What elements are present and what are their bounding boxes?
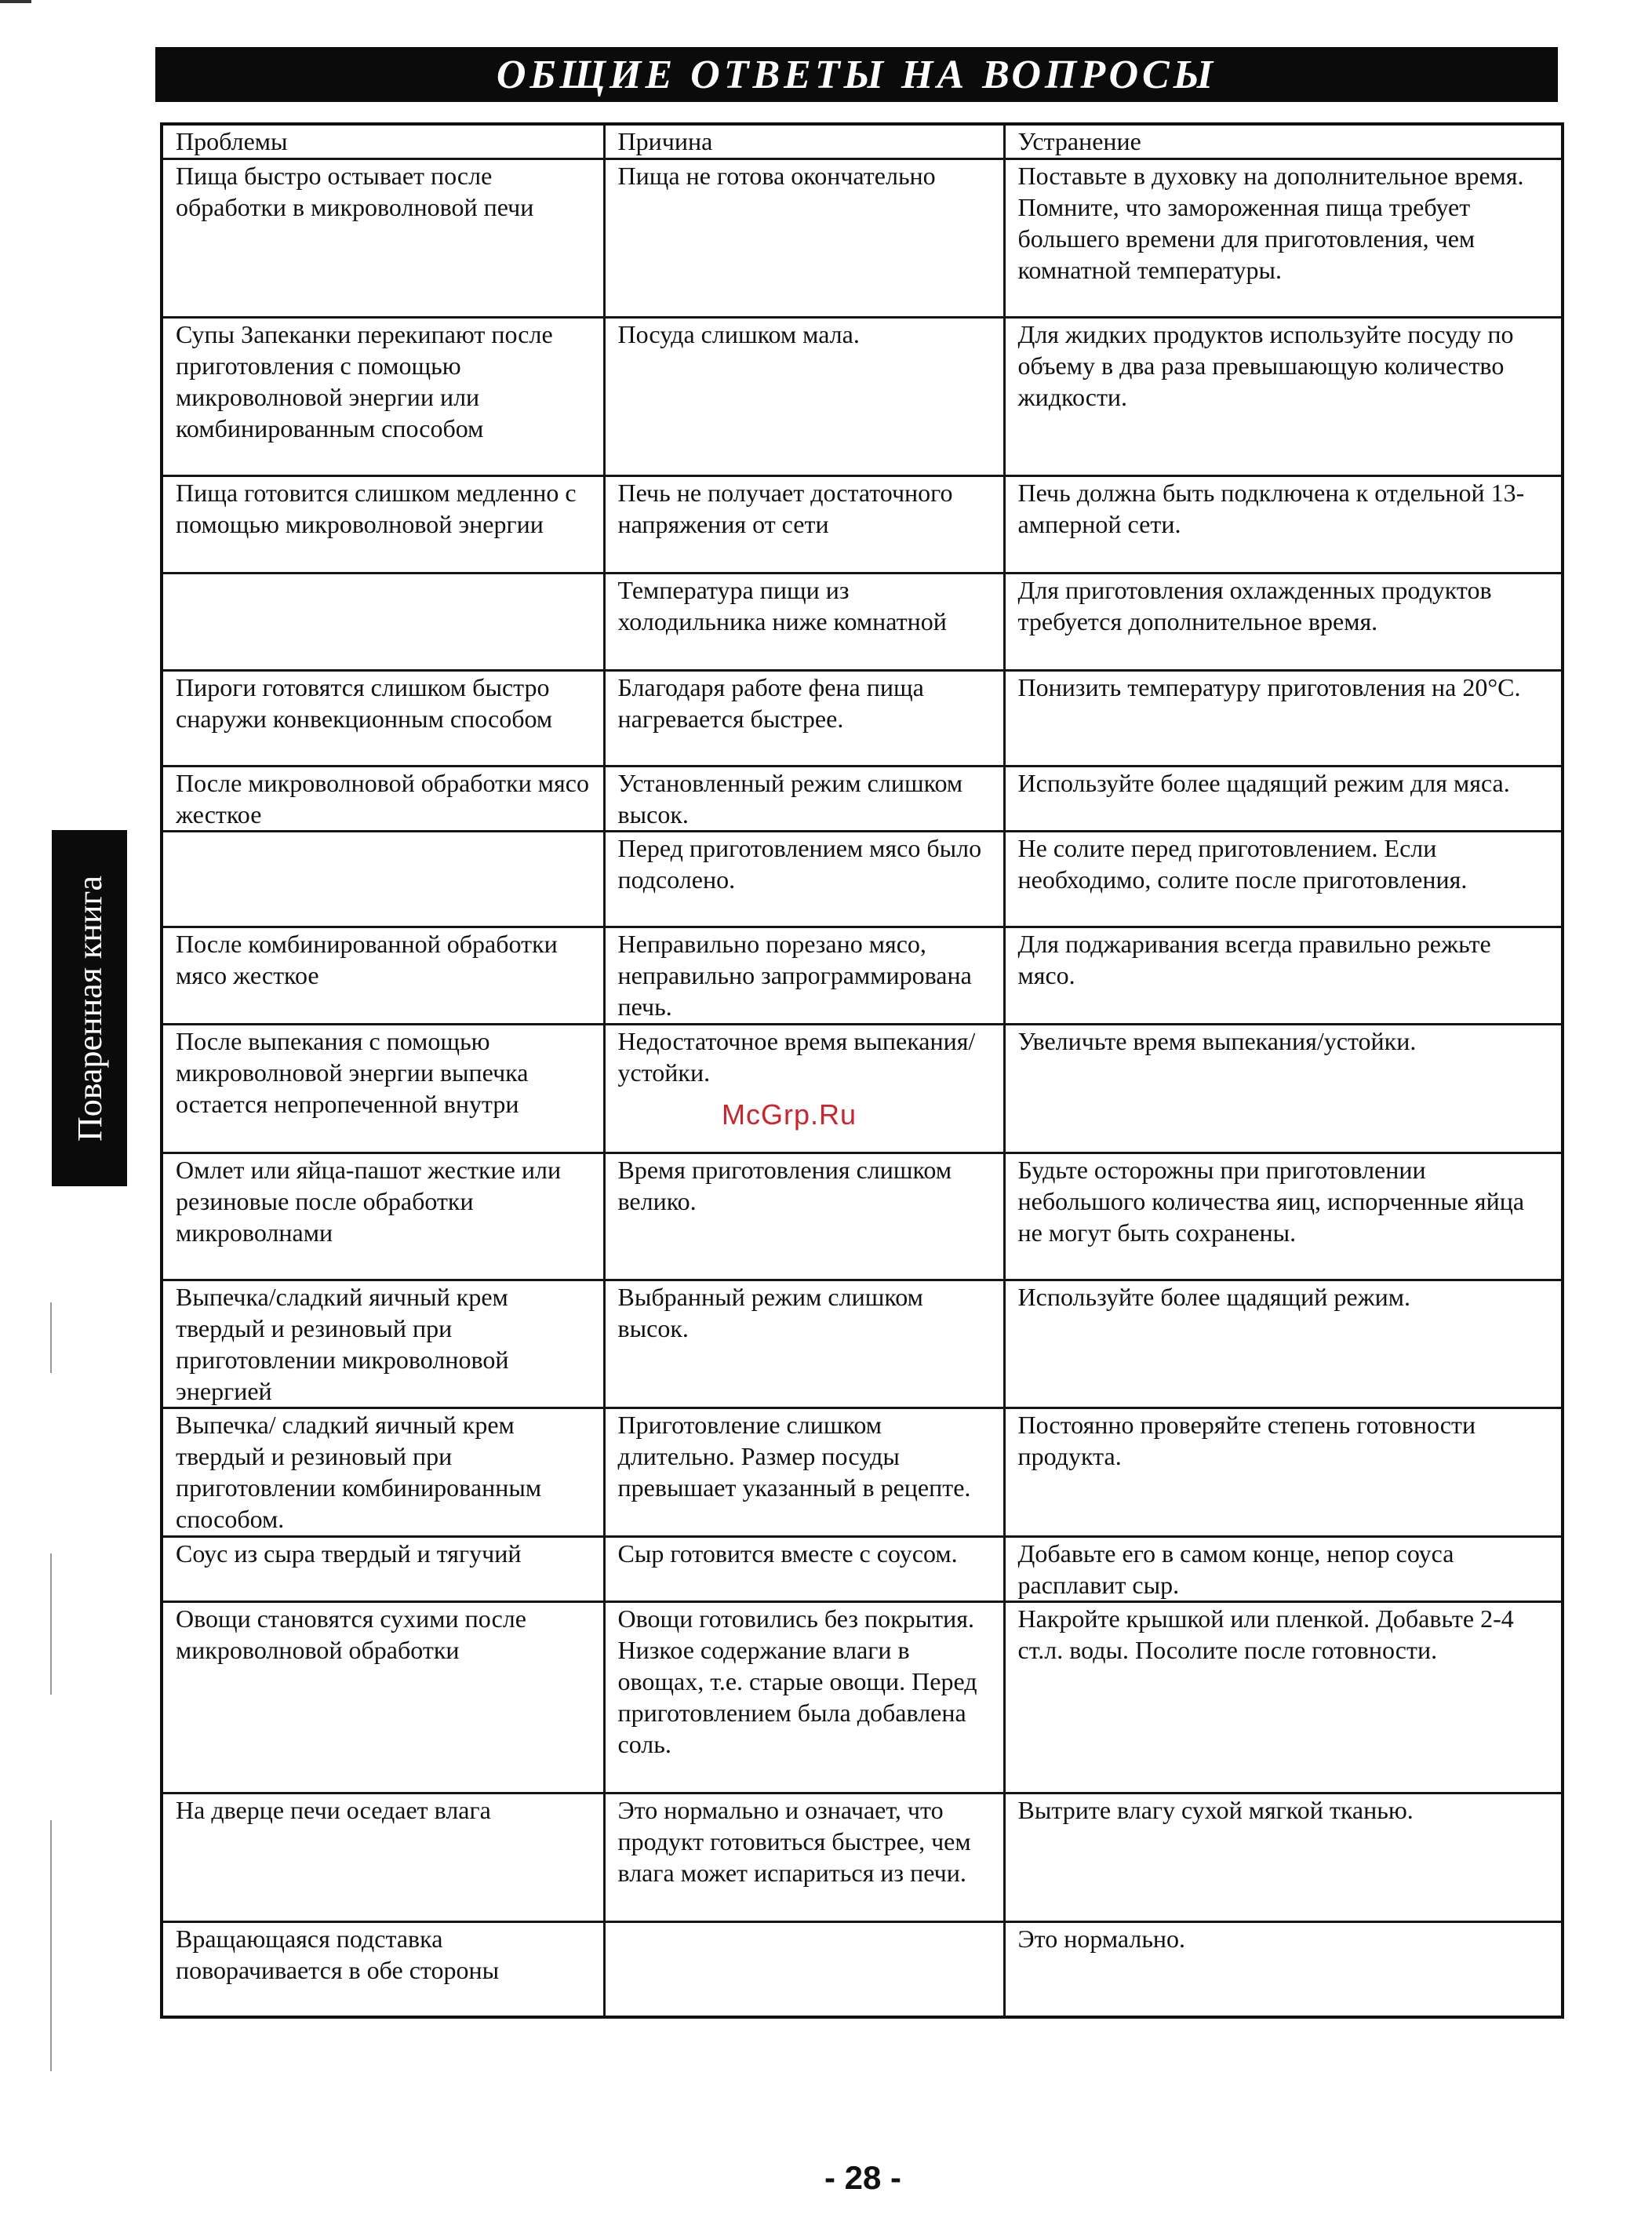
section-side-tab-label: Поваренная книга	[70, 875, 109, 1142]
column-header: Устранение	[1004, 124, 1563, 158]
fix-cell: Поставьте в духовку на дополнительное время. Помните, что замороженная пища требует большего времени для приготовления, чем комнатной температуры.	[1004, 158, 1563, 317]
cause-cell	[604, 1921, 1004, 2017]
problem-cell: После выпекания с помощью микроволновой энергии выпечка остается непропеченной внутри	[162, 1024, 604, 1153]
column-header: Проблемы	[162, 124, 604, 158]
column-header: Причина	[604, 124, 1004, 158]
problem-cell: Соус из сыра твердый и тягучий	[162, 1536, 604, 1601]
cause-cell: Пища не готова окончательно	[604, 158, 1004, 317]
page-number: - 28 -	[824, 2159, 902, 2196]
cause-cell: Приготовление слишком длительно. Размер посуды превышает указанный в рецепте.	[604, 1408, 1004, 1536]
table-row	[162, 1601, 1563, 1793]
table-row	[162, 475, 1563, 573]
table-row	[162, 1408, 1563, 1536]
fix-cell: Для жидких продуктов используйте посуду по объему в два раза превышающую количество жидкости.	[1004, 317, 1563, 475]
problem-cell: После микроволновой обработки мясо жесткое	[162, 766, 604, 831]
problem-cell: Пироги готовятся слишком быстро снаружи конвекционным способом	[162, 670, 604, 766]
cause-cell: Перед приготовлением мясо было подсолено.	[604, 831, 1004, 927]
table-header-row	[162, 124, 1563, 158]
table-row	[162, 573, 1563, 670]
fix-cell: Вытрите влагу сухой мягкой тканью.	[1004, 1793, 1563, 1921]
table-row	[162, 317, 1563, 475]
scan-edge-mark	[50, 1820, 52, 2071]
scan-edge-mark	[50, 1553, 52, 1695]
table-row	[162, 1536, 1563, 1601]
problem-cell	[162, 573, 604, 670]
table-row	[162, 1280, 1563, 1408]
problem-cell: Омлет или яйца-пашот жесткие или резиновые после обработки микроволнами	[162, 1153, 604, 1280]
fix-cell: Увеличьте время выпекания/устойки.	[1004, 1024, 1563, 1153]
cause-cell: Время приготовления слишком велико.	[604, 1153, 1004, 1280]
cause-cell: Недостаточное время выпекания/устойки.	[604, 1024, 1004, 1153]
cause-cell: Овощи готовились без покрытия. Низкое содержание влаги в овощах, т.е. старые овощи. Перед приготовлением была добавлена соль.	[604, 1601, 1004, 1793]
fix-cell: Добавьте его в самом конце, непор соуса расплавит сыр.	[1004, 1536, 1563, 1601]
fix-cell: Постоянно проверяйте степень готовности продукта.	[1004, 1408, 1563, 1536]
table-row	[162, 1921, 1563, 2017]
table-row	[162, 1153, 1563, 1280]
cause-cell: Печь не получает достаточного напряжения от сети	[604, 475, 1004, 573]
cause-cell: Это нормально и означает, что продукт готовиться быстрее, чем влага может испариться из печи.	[604, 1793, 1004, 1921]
problem-cell: Пища быстро остывает после обработки в микроволновой печи	[162, 158, 604, 317]
cause-cell: Сыр готовится вместе с соусом.	[604, 1536, 1004, 1601]
section-side-tab	[52, 830, 127, 1186]
cause-cell: Благодаря работе фена пища нагревается быстрее.	[604, 670, 1004, 766]
problem-cell: Супы Запеканки перекипают после приготовления с помощью микроволновой энергии или комбинированным способом	[162, 317, 604, 475]
table-row	[162, 766, 1563, 831]
fix-cell: Для поджаривания всегда правильно режьте мясо.	[1004, 927, 1563, 1024]
cause-cell: Установленный режим слишком высок.	[604, 766, 1004, 831]
problem-cell: Вращающаяся подставка поворачивается в обе стороны	[162, 1921, 604, 2017]
watermark: McGrp.Ru	[722, 1098, 857, 1131]
fix-cell: Будьте осторожны при приготовлении небольшого количества яиц, испорченные яйца не могут быть сохранены.	[1004, 1153, 1563, 1280]
table-row	[162, 1024, 1563, 1153]
problem-cell: Овощи становятся сухими после микроволновой обработки	[162, 1601, 604, 1793]
fix-cell: Не солите перед приготовлением. Если необходимо, солите после приготовления.	[1004, 831, 1563, 927]
scan-corner-mark	[0, 0, 31, 3]
table-row	[162, 670, 1563, 766]
table-row	[162, 158, 1563, 317]
table-row	[162, 927, 1563, 1024]
problem-cell: На дверце печи оседает влага	[162, 1793, 604, 1921]
table-row	[162, 831, 1563, 927]
problem-cell: Выпечка/сладкий яичный крем твердый и резиновый при приготовлении микроволновой энергией	[162, 1280, 604, 1408]
problem-cell	[162, 831, 604, 927]
fix-cell: Накройте крышкой или пленкой. Добавьте 2-4 ст.л. воды. Посолите после готовности.	[1004, 1601, 1563, 1793]
problem-cell: После комбинированной обработки мясо жесткое	[162, 927, 604, 1024]
cause-cell: Температура пищи из холодильника ниже комнатной	[604, 573, 1004, 670]
fix-cell: Для приготовления охлажденных продуктов требуется дополнительное время.	[1004, 573, 1563, 670]
fix-cell: Используйте более щадящий режим для мяса.	[1004, 766, 1563, 831]
fix-cell: Печь должна быть подключена к отдельной 13-амперной сети.	[1004, 475, 1563, 573]
problem-cell: Выпечка/ сладкий яичный крем твердый и резиновый при приготовлении комбинированным способом.	[162, 1408, 604, 1536]
table-row	[162, 1793, 1563, 1921]
cause-cell: Посуда слишком мала.	[604, 317, 1004, 475]
page-title: ОБЩИЕ ОТВЕТЫ НА ВОПРОСЫ	[496, 52, 1217, 97]
cause-cell: Выбранный режим слишком высок.	[604, 1280, 1004, 1408]
fix-cell: Понизить температуру приготовления на 20°С.	[1004, 670, 1563, 766]
scan-edge-mark	[50, 1302, 52, 1373]
problem-cell: Пища готовится слишком медленно с помощью микроволновой энергии	[162, 475, 604, 573]
fix-cell: Используйте более щадящий режим.	[1004, 1280, 1563, 1408]
faq-table	[160, 122, 1564, 2019]
fix-cell: Это нормально.	[1004, 1921, 1563, 2017]
page-title-bar	[155, 47, 1558, 102]
cause-cell: Неправильно порезано мясо, неправильно запрограммирована печь.	[604, 927, 1004, 1024]
